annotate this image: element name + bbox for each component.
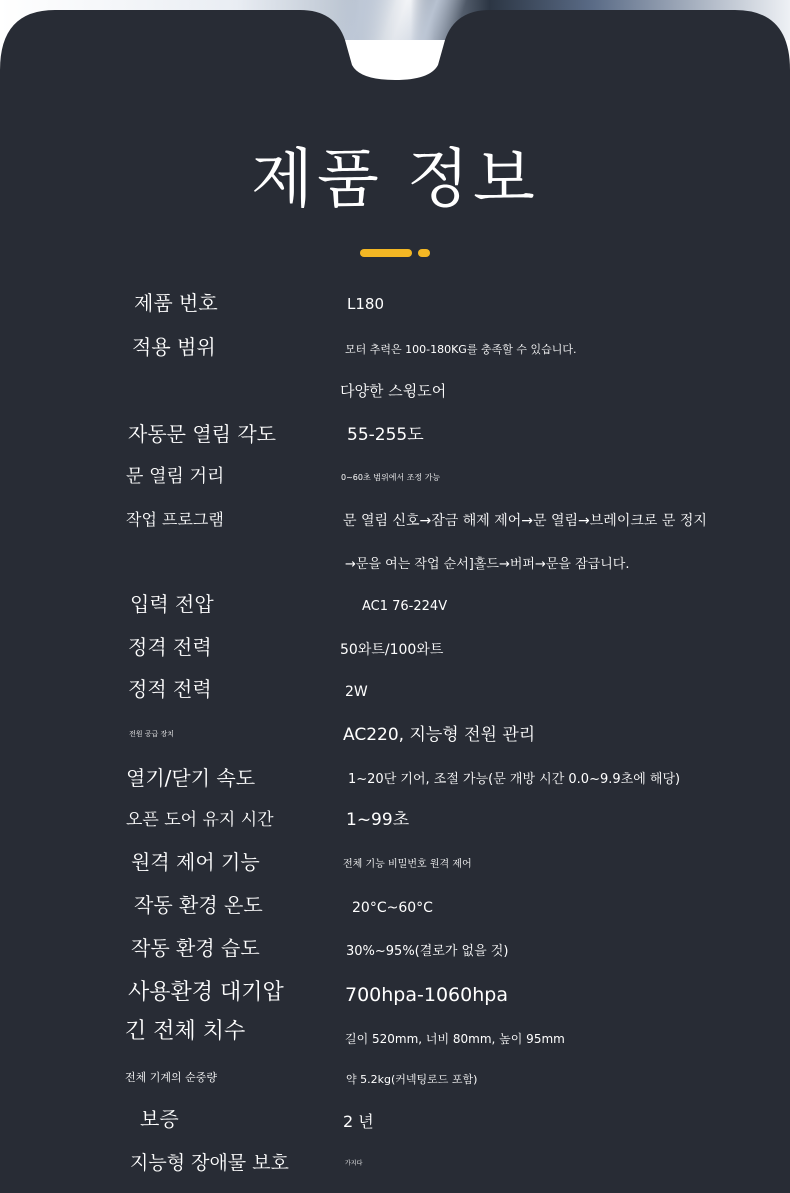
value-obstacle: 가지다 xyxy=(345,1160,363,1167)
page-title: 제품 정보 xyxy=(251,143,539,217)
label-humidity: 작동 환경 습도 xyxy=(131,936,260,960)
value-input-voltage: AC1 76-224V xyxy=(362,599,448,614)
value-scope: 모터 추력은 100-180KG를 충족할 수 있습니다. xyxy=(345,343,577,356)
label-weight: 전체 기계의 순중량 xyxy=(125,1071,218,1084)
label-model: 제품 번호 xyxy=(134,291,218,315)
value-power-supply: AC220, 지능형 전원 관리 xyxy=(343,725,536,745)
accent-bar-long xyxy=(360,249,412,257)
value-dimensions: 길이 520mm, 너비 80mm, 높이 95mm xyxy=(345,1032,565,1046)
value-rated-power: 50와트/100와트 xyxy=(340,642,444,658)
value-program-2: →문을 여는 작업 순서]홀드→버퍼→문을 잠급니다. xyxy=(345,557,630,572)
value-warranty: 2 년 xyxy=(343,1112,374,1131)
value-speed: 1~20단 기어, 조절 가능(문 개방 시간 0.0~9.9초에 해당) xyxy=(348,772,681,787)
label-static-power: 정적 전력 xyxy=(128,677,212,701)
accent-bar-short xyxy=(418,249,430,257)
label-scope: 적용 범위 xyxy=(132,335,216,359)
value-distance: 0~60초 범위에서 조정 가능 xyxy=(341,473,441,482)
label-power-supply: 전원 공급 장치 xyxy=(129,730,175,738)
label-warranty: 보증 xyxy=(140,1107,179,1131)
value-program: 문 열림 신호→잠금 해제 제어→문 열림→브레이크로 문 정지 xyxy=(343,513,707,529)
value-scope-2: 다양한 스윙도어 xyxy=(340,382,447,400)
value-remote: 전체 기능 비밀번호 원격 제어 xyxy=(343,859,472,870)
label-speed: 열기/닫기 속도 xyxy=(126,766,256,790)
label-angle: 자동문 열림 각도 xyxy=(128,422,276,446)
value-angle: 55-255도 xyxy=(347,425,424,445)
label-pressure: 사용환경 대기압 xyxy=(128,980,284,1005)
label-remote: 원격 제어 기능 xyxy=(131,850,260,874)
label-distance: 문 열림 거리 xyxy=(126,466,225,487)
label-dimensions: 긴 전체 치수 xyxy=(125,1019,246,1044)
value-pressure: 700hpa-1060hpa xyxy=(345,984,508,1006)
spec-panel xyxy=(0,10,790,1193)
label-rated-power: 정격 전력 xyxy=(128,635,212,659)
value-temperature: 20°C~60°C xyxy=(352,900,433,916)
value-weight: 약 5.2kg(커넥팅로드 포함) xyxy=(346,1073,478,1086)
label-obstacle: 지능형 장애물 보호 xyxy=(130,1152,289,1174)
label-temperature: 작동 환경 온도 xyxy=(134,893,263,917)
value-static-power: 2W xyxy=(345,684,368,700)
value-humidity: 30%~95%(결로가 없을 것) xyxy=(346,944,509,959)
label-program: 작업 프로그램 xyxy=(126,510,224,529)
label-hold-time: 오픈 도어 유지 시간 xyxy=(126,810,274,830)
label-input-voltage: 입력 전압 xyxy=(130,592,214,616)
value-hold-time: 1~99초 xyxy=(346,810,410,830)
value-model: L180 xyxy=(347,295,384,313)
